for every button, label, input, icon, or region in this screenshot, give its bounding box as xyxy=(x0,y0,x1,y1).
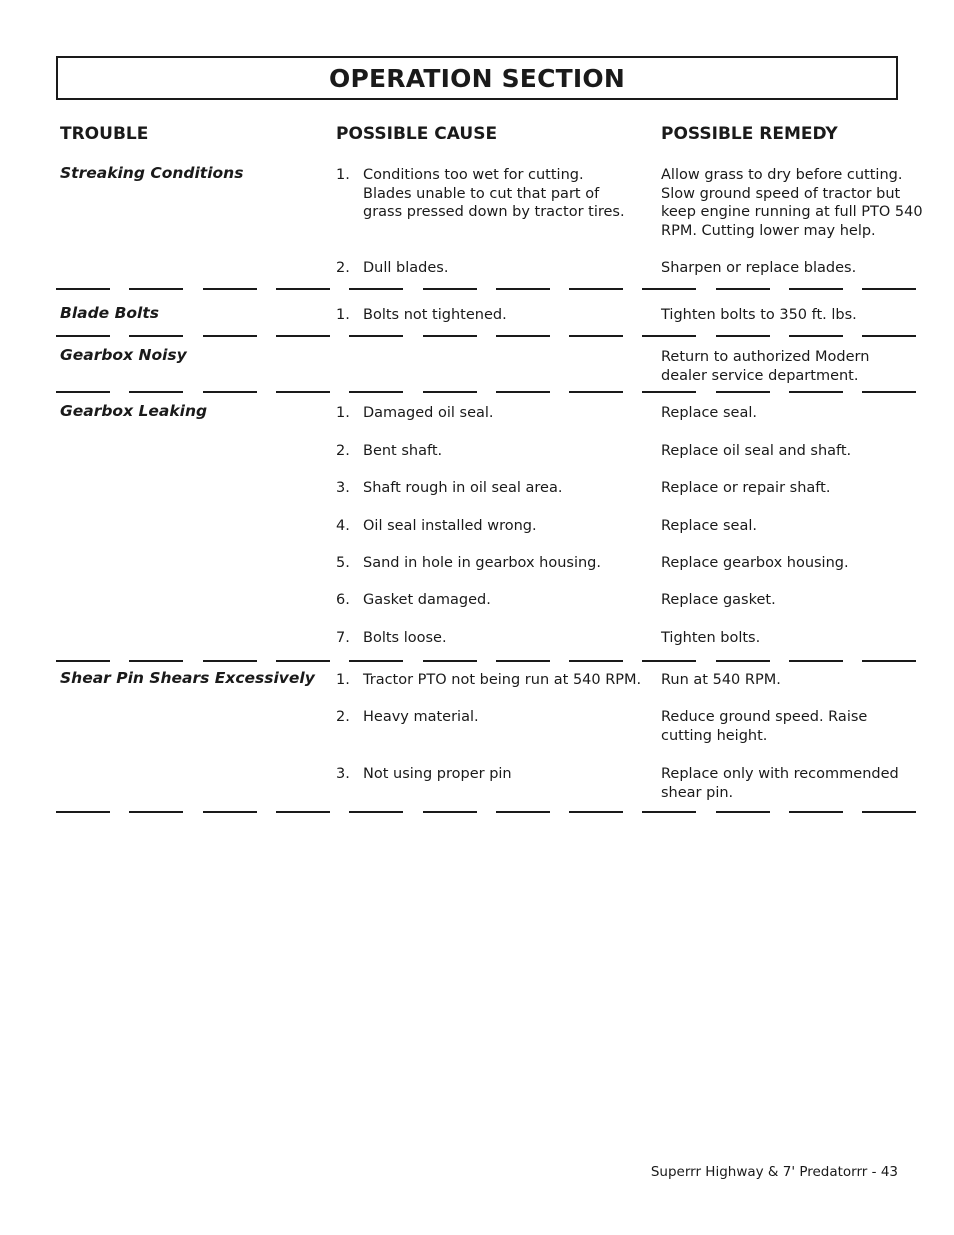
page-title: OPERATION SECTION xyxy=(329,63,625,93)
section-divider xyxy=(56,811,916,813)
cause-text: Shaft rough in oil seal area. xyxy=(363,480,563,496)
cause-text: Oil seal installed wrong. xyxy=(363,518,537,534)
item-number: 2. xyxy=(336,260,350,276)
remedy-text: Return to authorized Modern dealer service department. xyxy=(661,349,870,384)
trouble-shear-pin-shears-excessively: Shear Pin Shears Excessively xyxy=(60,669,315,687)
section-divider xyxy=(56,288,916,290)
remedy-text: Replace seal. xyxy=(661,518,757,534)
trouble-gearbox-noisy: Gearbox Noisy xyxy=(60,346,187,364)
remedy-text: Replace or repair shaft. xyxy=(661,480,831,496)
section-divider xyxy=(56,391,916,393)
header-possible-cause: POSSIBLE CAUSE xyxy=(336,124,498,144)
cause-text: Heavy material. xyxy=(363,709,479,725)
item-number: 2. xyxy=(336,709,350,725)
cause-text: Bolts loose. xyxy=(363,630,447,646)
item-number: 5. xyxy=(336,555,350,571)
page-footer: Superrr Highway & 7' Predatorrr - 43 xyxy=(650,1164,898,1180)
item-number: 1. xyxy=(336,307,350,323)
remedy-text: Replace gasket. xyxy=(661,592,776,608)
cause-text: Bent shaft. xyxy=(363,443,443,459)
remedy-text: Sharpen or replace blades. xyxy=(661,260,857,276)
cause-text: Bolts not tightened. xyxy=(363,307,507,323)
item-number: 1. xyxy=(336,167,350,183)
remedy-text: Replace gearbox housing. xyxy=(661,555,849,571)
trouble-blade-bolts: Blade Bolts xyxy=(60,304,160,322)
remedy-text: Tighten bolts to 350 ft. lbs. xyxy=(661,307,857,323)
cause-text: Gasket damaged. xyxy=(363,592,491,608)
item-number: 6. xyxy=(336,592,350,608)
header-possible-remedy: POSSIBLE REMEDY xyxy=(661,124,838,144)
cause-text: Not using proper pin xyxy=(363,766,512,782)
section-title-box xyxy=(56,56,898,100)
remedy-text: Tighten bolts. xyxy=(661,630,761,646)
item-number: 1. xyxy=(336,405,350,421)
item-number: 3. xyxy=(336,766,350,782)
remedy-text: Replace seal. xyxy=(661,405,757,421)
item-number: 7. xyxy=(336,630,350,646)
remedy-text: Replace only with recommended shear pin. xyxy=(661,766,899,801)
item-number: 3. xyxy=(336,480,350,496)
remedy-text: Reduce ground speed. Raise cutting height. xyxy=(661,709,868,744)
cause-text: Damaged oil seal. xyxy=(363,405,494,421)
remedy-text: Run at 540 RPM. xyxy=(661,672,781,688)
trouble-streaking-conditions: Streaking Conditions xyxy=(60,164,244,182)
trouble-gearbox-leaking: Gearbox Leaking xyxy=(60,402,208,420)
section-divider xyxy=(56,335,916,337)
cause-text: Conditions too wet for cutting. Blades unable to cut that part of grass pressed down by tractor tires. xyxy=(363,167,625,220)
remedy-text: Replace oil seal and shaft. xyxy=(661,443,852,459)
cause-text: Tractor PTO not being run at 540 RPM. xyxy=(363,672,642,688)
header-trouble: TROUBLE xyxy=(60,124,149,144)
cause-text: Sand in hole in gearbox housing. xyxy=(363,555,601,571)
cause-text: Dull blades. xyxy=(363,260,449,276)
item-number: 2. xyxy=(336,443,350,459)
item-number: 1. xyxy=(336,672,350,688)
section-divider xyxy=(56,660,916,662)
item-number: 4. xyxy=(336,518,350,534)
remedy-text: Allow grass to dry before cutting. Slow ground speed of tractor but keep engine running at full PTO 540 RPM. Cutting lower may help. xyxy=(661,167,923,239)
